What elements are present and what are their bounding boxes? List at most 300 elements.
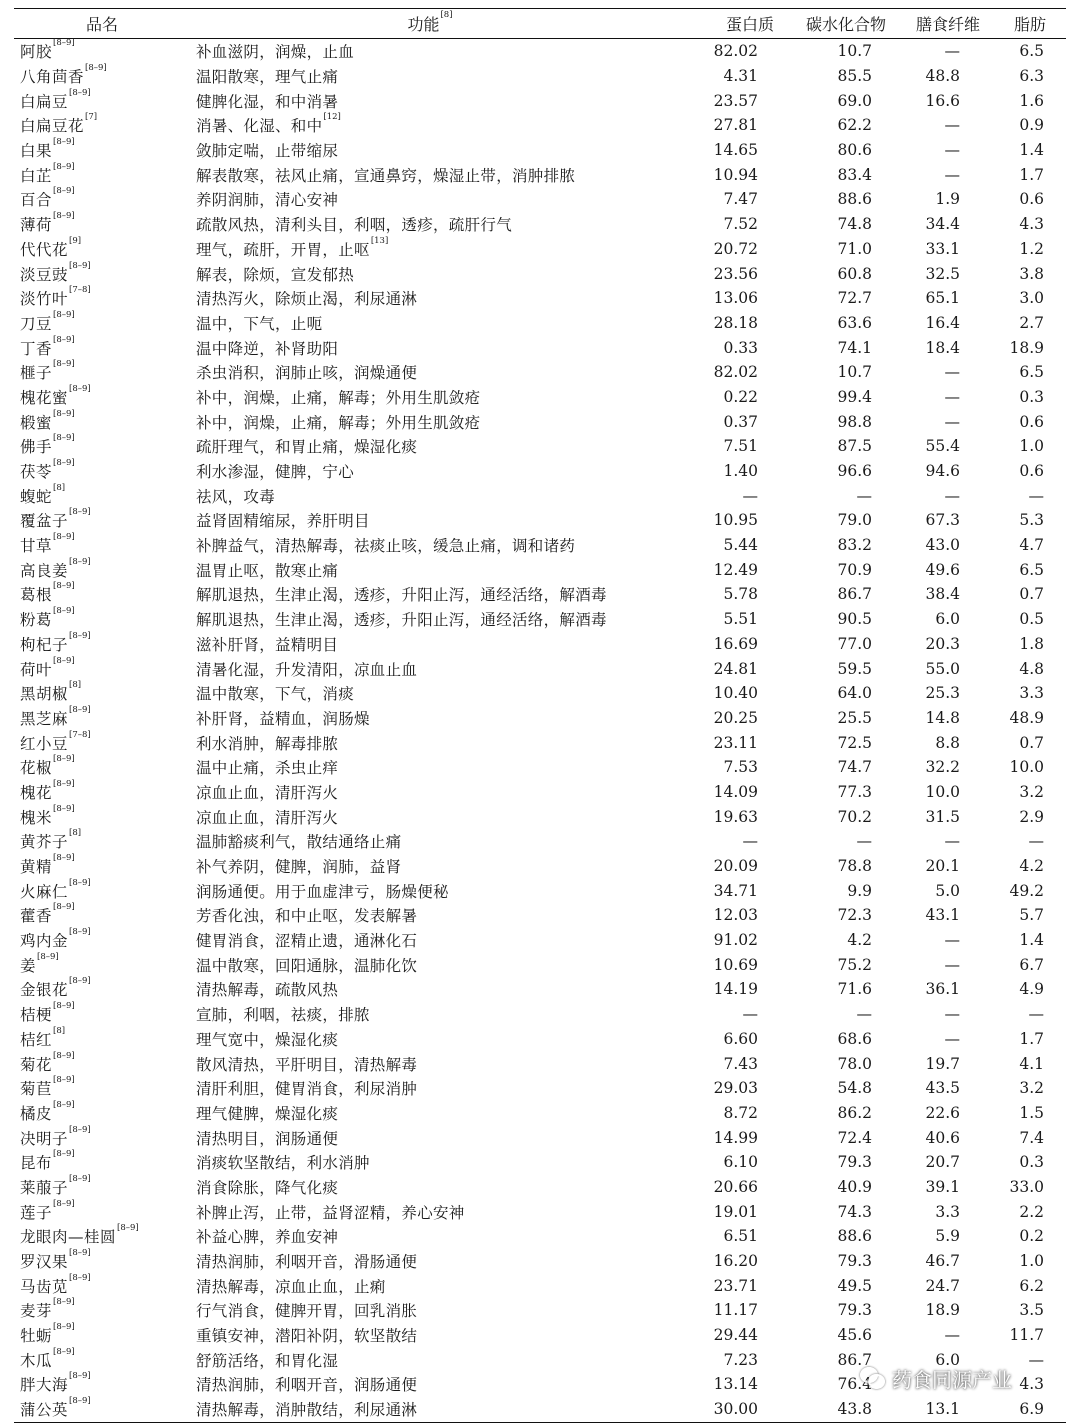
item-name: 刀豆 [20, 314, 53, 333]
table-row [14, 237, 1066, 262]
item-name: 莲子 [20, 1203, 53, 1222]
item-ref: [8–9] [69, 1124, 91, 1135]
item-ref: [8–9] [53, 1322, 75, 1333]
cell-function [190, 1224, 670, 1249]
item-ref: [8–9] [53, 1297, 75, 1308]
cell-function [190, 928, 670, 953]
cell-function [190, 261, 670, 286]
item-name: 龙眼肉—桂圆 [20, 1228, 117, 1247]
cell-fiber: 34.4 [925, 215, 960, 234]
cell-function [190, 1150, 670, 1175]
item-function: 补脾止泻，止带，益肾涩精，养心安神 [196, 1203, 465, 1222]
item-ref: [8–9] [53, 1099, 75, 1110]
table-row [14, 854, 1066, 879]
item-function: 宣肺，利咽，祛痰，排脓 [196, 1006, 370, 1025]
cell-carbohydrate: 96.6 [837, 462, 872, 481]
cell-fiber: 43.0 [925, 536, 960, 555]
cell-name [14, 878, 190, 903]
cell-carbohydrate: 77.3 [837, 782, 872, 801]
item-ref: [8–9] [53, 458, 75, 469]
item-name: 桔红 [20, 1030, 53, 1049]
item-name: 黑芝麻 [20, 709, 69, 728]
cell-function [190, 582, 670, 607]
table-row [14, 138, 1066, 163]
cell-fat: 4.1 [1019, 1054, 1044, 1073]
item-name: 白果 [20, 142, 53, 161]
cell-function [190, 335, 670, 360]
item-name: 藿香 [20, 907, 53, 926]
item-ref: [8–9] [53, 606, 75, 617]
cell-protein: 0.37 [723, 412, 758, 431]
cell-function [190, 780, 670, 805]
cell-name [14, 1002, 190, 1027]
item-function: 清热明目，润肠通便 [196, 1129, 339, 1148]
item-function: 清热润肺，利咽开音，润肠通便 [196, 1376, 418, 1395]
cell-function [190, 64, 670, 89]
item-name: 菊花 [20, 1055, 53, 1074]
cell-name [14, 632, 190, 657]
cell-name [14, 187, 190, 212]
table-row [14, 681, 1066, 706]
cell-fat: 4.7 [1019, 536, 1044, 555]
cell-function [190, 1372, 670, 1397]
item-name: 高良姜 [20, 561, 69, 580]
cell-name [14, 533, 190, 558]
cell-fat: 3.5 [1019, 1301, 1044, 1320]
cell-carbohydrate: 86.7 [837, 1350, 872, 1369]
cell-name [14, 730, 190, 755]
cell-carbohydrate: 79.3 [837, 1153, 872, 1172]
cell-protein: 8.72 [723, 1103, 758, 1122]
table-row [14, 1249, 1066, 1274]
header-protein: 蛋白质 [670, 9, 788, 39]
item-ref: [8–9] [69, 927, 91, 938]
cell-fat: 7.4 [1019, 1128, 1044, 1147]
cell-carbohydrate: 70.2 [837, 807, 872, 826]
cell-name [14, 755, 190, 780]
cell-protein: 20.66 [713, 1177, 758, 1196]
item-ref: [8–9] [53, 1075, 75, 1086]
item-function: 行气消食，健脾开胃，回乳消胀 [196, 1302, 418, 1321]
table-row [14, 1175, 1066, 1200]
cell-carbohydrate: 70.9 [837, 560, 872, 579]
item-function: 补脾益气，清热解毒，祛痰止咳，缓急止痛，调和诸药 [196, 537, 576, 556]
cell-function [190, 286, 670, 311]
cell-name [14, 1273, 190, 1298]
cell-name [14, 1076, 190, 1101]
item-function: 温中止痛，杀虫止痒 [196, 759, 339, 778]
cell-fiber: 40.6 [925, 1128, 960, 1147]
function-ref: [12] [323, 112, 341, 123]
cell-protein: 29.44 [713, 1326, 758, 1345]
item-ref: [8–9] [53, 532, 75, 543]
item-name: 葛根 [20, 586, 53, 605]
cell-fat: 6.5 [1019, 42, 1044, 61]
cell-fiber: — [944, 832, 960, 851]
cell-carbohydrate: 63.6 [837, 313, 872, 332]
cell-function [190, 39, 670, 64]
item-ref: [8–9] [117, 1223, 139, 1234]
item-function: 利水渗湿，健脾，宁心 [196, 463, 355, 482]
table-row [14, 730, 1066, 755]
cell-protein: 0.33 [723, 338, 758, 357]
watermark-text: 药食同源产业 [892, 1367, 1012, 1392]
cell-protein: 6.10 [723, 1153, 758, 1172]
cell-fiber: 18.9 [925, 1301, 960, 1320]
cell-function [190, 1002, 670, 1027]
item-name: 茯苓 [20, 463, 53, 482]
cell-fat: 18.9 [1009, 338, 1044, 357]
cell-function [190, 1175, 670, 1200]
cell-carbohydrate: 72.3 [837, 906, 872, 925]
cell-carbohydrate: — [856, 1005, 872, 1024]
cell-function [190, 1027, 670, 1052]
item-name: 黄精 [20, 858, 53, 877]
cell-protein: 4.31 [723, 67, 758, 86]
cell-fat: 3.8 [1019, 264, 1044, 283]
cell-fat: 0.7 [1019, 733, 1044, 752]
header-function [190, 9, 670, 39]
item-function: 滋补肝肾，益精明目 [196, 635, 339, 654]
cell-fat: 6.9 [994, 1397, 1066, 1422]
cell-function [190, 1076, 670, 1101]
cell-function [190, 138, 670, 163]
table-row [14, 286, 1066, 311]
item-name: 红小豆 [20, 734, 69, 753]
cell-protein: 30.00 [670, 1397, 788, 1422]
cell-function [190, 162, 670, 187]
item-function: 消痰软坚散结，利水消肿 [196, 1154, 370, 1173]
cell-carbohydrate: 74.3 [837, 1202, 872, 1221]
cell-fiber: 32.5 [925, 264, 960, 283]
cell-name [14, 138, 190, 163]
cell-fiber: 19.7 [925, 1054, 960, 1073]
cell-name [14, 977, 190, 1002]
cell-protein: 10.94 [713, 165, 758, 184]
item-function: 解肌退热，生津止渴，透疹，升阳止泻，通经活络，解酒毒 [196, 586, 607, 605]
cell-carbohydrate: 86.7 [837, 585, 872, 604]
cell-protein: 19.01 [713, 1202, 758, 1221]
cell-name [14, 928, 190, 953]
item-function: 补肝肾，益精血，润肠燥 [196, 709, 370, 728]
cell-carbohydrate: 25.5 [837, 708, 872, 727]
item-name: 荷叶 [20, 660, 53, 679]
item-function: 温中降逆，补肾助阳 [196, 339, 339, 358]
cell-fiber: 10.0 [925, 782, 960, 801]
cell-function [190, 755, 670, 780]
cell-name [14, 311, 190, 336]
cell-fiber: 48.8 [925, 67, 960, 86]
cell-function [190, 1347, 670, 1372]
item-name: 橘皮 [20, 1104, 53, 1123]
cell-fat: 0.6 [1019, 462, 1044, 481]
table-row [14, 607, 1066, 632]
cell-fiber: 33.1 [925, 239, 960, 258]
cell-name [14, 409, 190, 434]
cell-function [190, 483, 670, 508]
item-function: 疏散风热，清利头目，利咽，透疹，疏肝行气 [196, 216, 513, 235]
cell-fiber: 8.8 [935, 733, 960, 752]
cell-carbohydrate: 71.0 [837, 239, 872, 258]
item-name: 淡竹叶 [20, 290, 69, 309]
cell-fiber: 5.9 [935, 1227, 960, 1246]
nutrition-table [14, 8, 1066, 1423]
cell-fiber: — [944, 363, 960, 382]
item-name: 马齿苋 [20, 1277, 69, 1296]
item-ref: [8–9] [69, 1272, 91, 1283]
header-function-ref: [8] [440, 10, 453, 20]
watermark [860, 1362, 1012, 1394]
cell-name [14, 1150, 190, 1175]
item-function: 补气养阴，健脾，润肺，益肾 [196, 858, 402, 877]
cell-fiber: 43.1 [925, 906, 960, 925]
table-row [14, 162, 1066, 187]
item-function: 理气，疏肝，开胃，止呕 [196, 240, 370, 259]
table-row [14, 1002, 1066, 1027]
item-function: 消食除胀，降气化痰 [196, 1178, 339, 1197]
cell-name [14, 582, 190, 607]
item-function: 温中，下气，止呃 [196, 314, 323, 333]
cell-fiber: — [944, 42, 960, 61]
cell-protein: 7.52 [723, 215, 758, 234]
cell-name [14, 459, 190, 484]
cell-protein: 12.03 [713, 906, 758, 925]
cell-function [190, 385, 670, 410]
table-row [14, 804, 1066, 829]
cell-function [190, 409, 670, 434]
item-function: 温中散寒，下气，消痰 [196, 685, 355, 704]
item-function: 疏肝理气，和胃止痛，燥湿化痰 [196, 438, 418, 457]
cell-protein: 23.71 [713, 1276, 758, 1295]
cell-name [14, 804, 190, 829]
cell-fiber: 31.5 [925, 807, 960, 826]
cell-fat: 4.9 [1019, 980, 1044, 999]
item-ref: [8–9] [53, 334, 75, 345]
item-ref: [8–9] [53, 433, 75, 444]
cell-carbohydrate: 10.7 [837, 363, 872, 382]
cell-carbohydrate: 78.0 [837, 1054, 872, 1073]
table-row [14, 187, 1066, 212]
cell-fat: 4.3 [1019, 1375, 1044, 1394]
cell-protein: 16.20 [713, 1252, 758, 1271]
cell-carbohydrate: — [856, 486, 872, 505]
cell-carbohydrate: — [856, 832, 872, 851]
cell-function [190, 607, 670, 632]
cell-fat: 1.4 [1019, 141, 1044, 160]
item-function: 补中，润燥，止痛，解毒；外用生肌敛疮 [196, 388, 481, 407]
item-function: 益肾固精缩尿，养肝明目 [196, 512, 370, 531]
cell-carbohydrate: 79.3 [837, 1252, 872, 1271]
cell-fat: 49.2 [1009, 881, 1044, 900]
item-ref: [8–9] [69, 704, 91, 715]
item-function: 重镇安神，潜阳补阴，软坚散结 [196, 1327, 418, 1346]
cell-fiber: 20.1 [925, 857, 960, 876]
item-function: 补益心脾，养血安神 [196, 1228, 339, 1247]
cell-function [190, 434, 670, 459]
item-name: 粉葛 [20, 611, 53, 630]
cell-protein: 82.02 [713, 42, 758, 61]
cell-protein: 14.99 [713, 1128, 758, 1147]
cell-name [14, 1323, 190, 1348]
item-name: 牡蛎 [20, 1327, 53, 1346]
item-ref: [8–9] [53, 186, 75, 197]
cell-fat: 0.3 [1019, 1153, 1044, 1172]
table-row [14, 1076, 1066, 1101]
item-ref: [8–9] [53, 754, 75, 765]
header-carbohydrate: 碳水化合物 [788, 9, 900, 39]
cell-fiber: 43.5 [925, 1079, 960, 1098]
item-name: 覆盆子 [20, 512, 69, 531]
item-function: 杀虫消积，润肺止咳，润燥通便 [196, 364, 418, 383]
cell-fat: 0.6 [1019, 190, 1044, 209]
cell-carbohydrate: 83.2 [837, 536, 872, 555]
item-name: 蒲公英 [20, 1401, 69, 1420]
item-ref: [8] [69, 680, 82, 691]
cell-carbohydrate: 71.6 [837, 980, 872, 999]
cell-function [190, 237, 670, 262]
cell-carbohydrate: 90.5 [837, 610, 872, 629]
item-name: 菊苣 [20, 1080, 53, 1099]
cell-fiber: 3.3 [935, 1202, 960, 1221]
cell-protein: 20.72 [713, 239, 758, 258]
table-row [14, 1397, 1066, 1422]
cell-protein: 0.22 [723, 387, 758, 406]
item-name: 槐米 [20, 808, 53, 827]
cell-carbohydrate: 99.4 [837, 387, 872, 406]
cell-fat: — [1028, 486, 1044, 505]
cell-function [190, 730, 670, 755]
cell-protein: 7.53 [723, 758, 758, 777]
item-name: 火麻仁 [20, 882, 69, 901]
item-function: 解肌退热，生津止渴，透疹，升阳止泻，通经活络，解酒毒 [196, 611, 607, 630]
cell-fiber: — [944, 116, 960, 135]
cell-name [14, 607, 190, 632]
table-row [14, 632, 1066, 657]
cell-carbohydrate: 80.6 [837, 141, 872, 160]
cell-protein: 5.44 [723, 536, 758, 555]
cell-protein: 10.95 [713, 511, 758, 530]
header-row [14, 9, 1066, 39]
cell-protein: 91.02 [713, 931, 758, 950]
item-ref: [8–9] [53, 778, 75, 789]
cell-fiber: — [944, 387, 960, 406]
item-name: 薄荷 [20, 216, 53, 235]
cell-carbohydrate: 74.7 [837, 758, 872, 777]
cell-protein: 10.40 [713, 684, 758, 703]
cell-function [190, 681, 670, 706]
table-row [14, 1273, 1066, 1298]
cell-fat: 4.2 [1019, 857, 1044, 876]
cell-fat: 0.7 [1019, 585, 1044, 604]
cell-fiber: — [944, 931, 960, 950]
wechat-icon [860, 1367, 884, 1389]
cell-fat: 0.6 [1019, 412, 1044, 431]
cell-protein: 7.23 [723, 1350, 758, 1369]
table-row [14, 508, 1066, 533]
cell-protein: 23.11 [713, 733, 758, 752]
item-name: 金银花 [20, 981, 69, 1000]
item-ref: [8–9] [69, 260, 91, 271]
cell-carbohydrate: 68.6 [837, 1029, 872, 1048]
cell-protein: 11.17 [713, 1301, 758, 1320]
cell-name [14, 1298, 190, 1323]
cell-function [190, 1397, 670, 1422]
item-name: 花椒 [20, 759, 53, 778]
table-row [14, 360, 1066, 385]
item-name: 决明子 [20, 1129, 69, 1148]
item-name: 槐花蜜 [20, 388, 69, 407]
cell-fiber: 6.0 [935, 1350, 960, 1369]
cell-fat: 0.3 [1019, 387, 1044, 406]
item-ref: [8–9] [53, 655, 75, 666]
item-ref: [8–9] [53, 581, 75, 592]
cell-fiber: 5.0 [935, 881, 960, 900]
cell-fat: 6.7 [1019, 955, 1044, 974]
item-function: 清热解毒，疏散风热 [196, 981, 339, 1000]
cell-name [14, 1397, 190, 1422]
cell-function [190, 706, 670, 731]
cell-function [190, 632, 670, 657]
cell-name [14, 1347, 190, 1372]
cell-name [14, 706, 190, 731]
cell-fiber: — [944, 486, 960, 505]
item-ref: [8–9] [69, 383, 91, 394]
cell-fat: 1.7 [1019, 165, 1044, 184]
cell-fiber: 55.0 [925, 659, 960, 678]
cell-function [190, 1199, 670, 1224]
cell-fat: 2.7 [1019, 313, 1044, 332]
item-ref: [8–9] [53, 853, 75, 864]
cell-fat: 3.3 [1019, 684, 1044, 703]
item-ref: [8] [53, 1025, 66, 1036]
table-row [14, 335, 1066, 360]
cell-fat: 4.8 [1019, 659, 1044, 678]
cell-carbohydrate: 83.4 [837, 165, 872, 184]
cell-name [14, 1199, 190, 1224]
table-row [14, 656, 1066, 681]
cell-protein: 23.57 [713, 91, 758, 110]
table-row [14, 88, 1066, 113]
cell-protein: 19.63 [713, 807, 758, 826]
table-row [14, 1323, 1066, 1348]
cell-name [14, 1175, 190, 1200]
item-function: 利水消肿，解毒排脓 [196, 734, 339, 753]
cell-fiber: 16.6 [925, 91, 960, 110]
cell-function [190, 1125, 670, 1150]
item-ref: [8–9] [53, 211, 75, 222]
table-row [14, 212, 1066, 237]
cell-protein: 29.03 [713, 1079, 758, 1098]
cell-function [190, 360, 670, 385]
table-row [14, 755, 1066, 780]
item-ref: [8–9] [53, 137, 75, 148]
cell-protein: 20.25 [713, 708, 758, 727]
cell-function [190, 459, 670, 484]
cell-protein: 1.40 [723, 462, 758, 481]
cell-carbohydrate: 59.5 [837, 659, 872, 678]
item-function: 补中，润燥，止痛，解毒；外用生肌敛疮 [196, 413, 481, 432]
cell-function [190, 854, 670, 879]
item-function: 解表散寒，祛风止痛，宣通鼻窍，燥湿止带，消肿排脓 [196, 166, 576, 185]
cell-fat: — [1028, 832, 1044, 851]
item-ref: [8–9] [69, 1396, 91, 1407]
cell-function [190, 113, 670, 138]
cell-name [14, 952, 190, 977]
cell-carbohydrate: 72.5 [837, 733, 872, 752]
cell-name [14, 261, 190, 286]
item-function: 祛风，攻毒 [196, 487, 276, 506]
item-name: 丁香 [20, 339, 53, 358]
